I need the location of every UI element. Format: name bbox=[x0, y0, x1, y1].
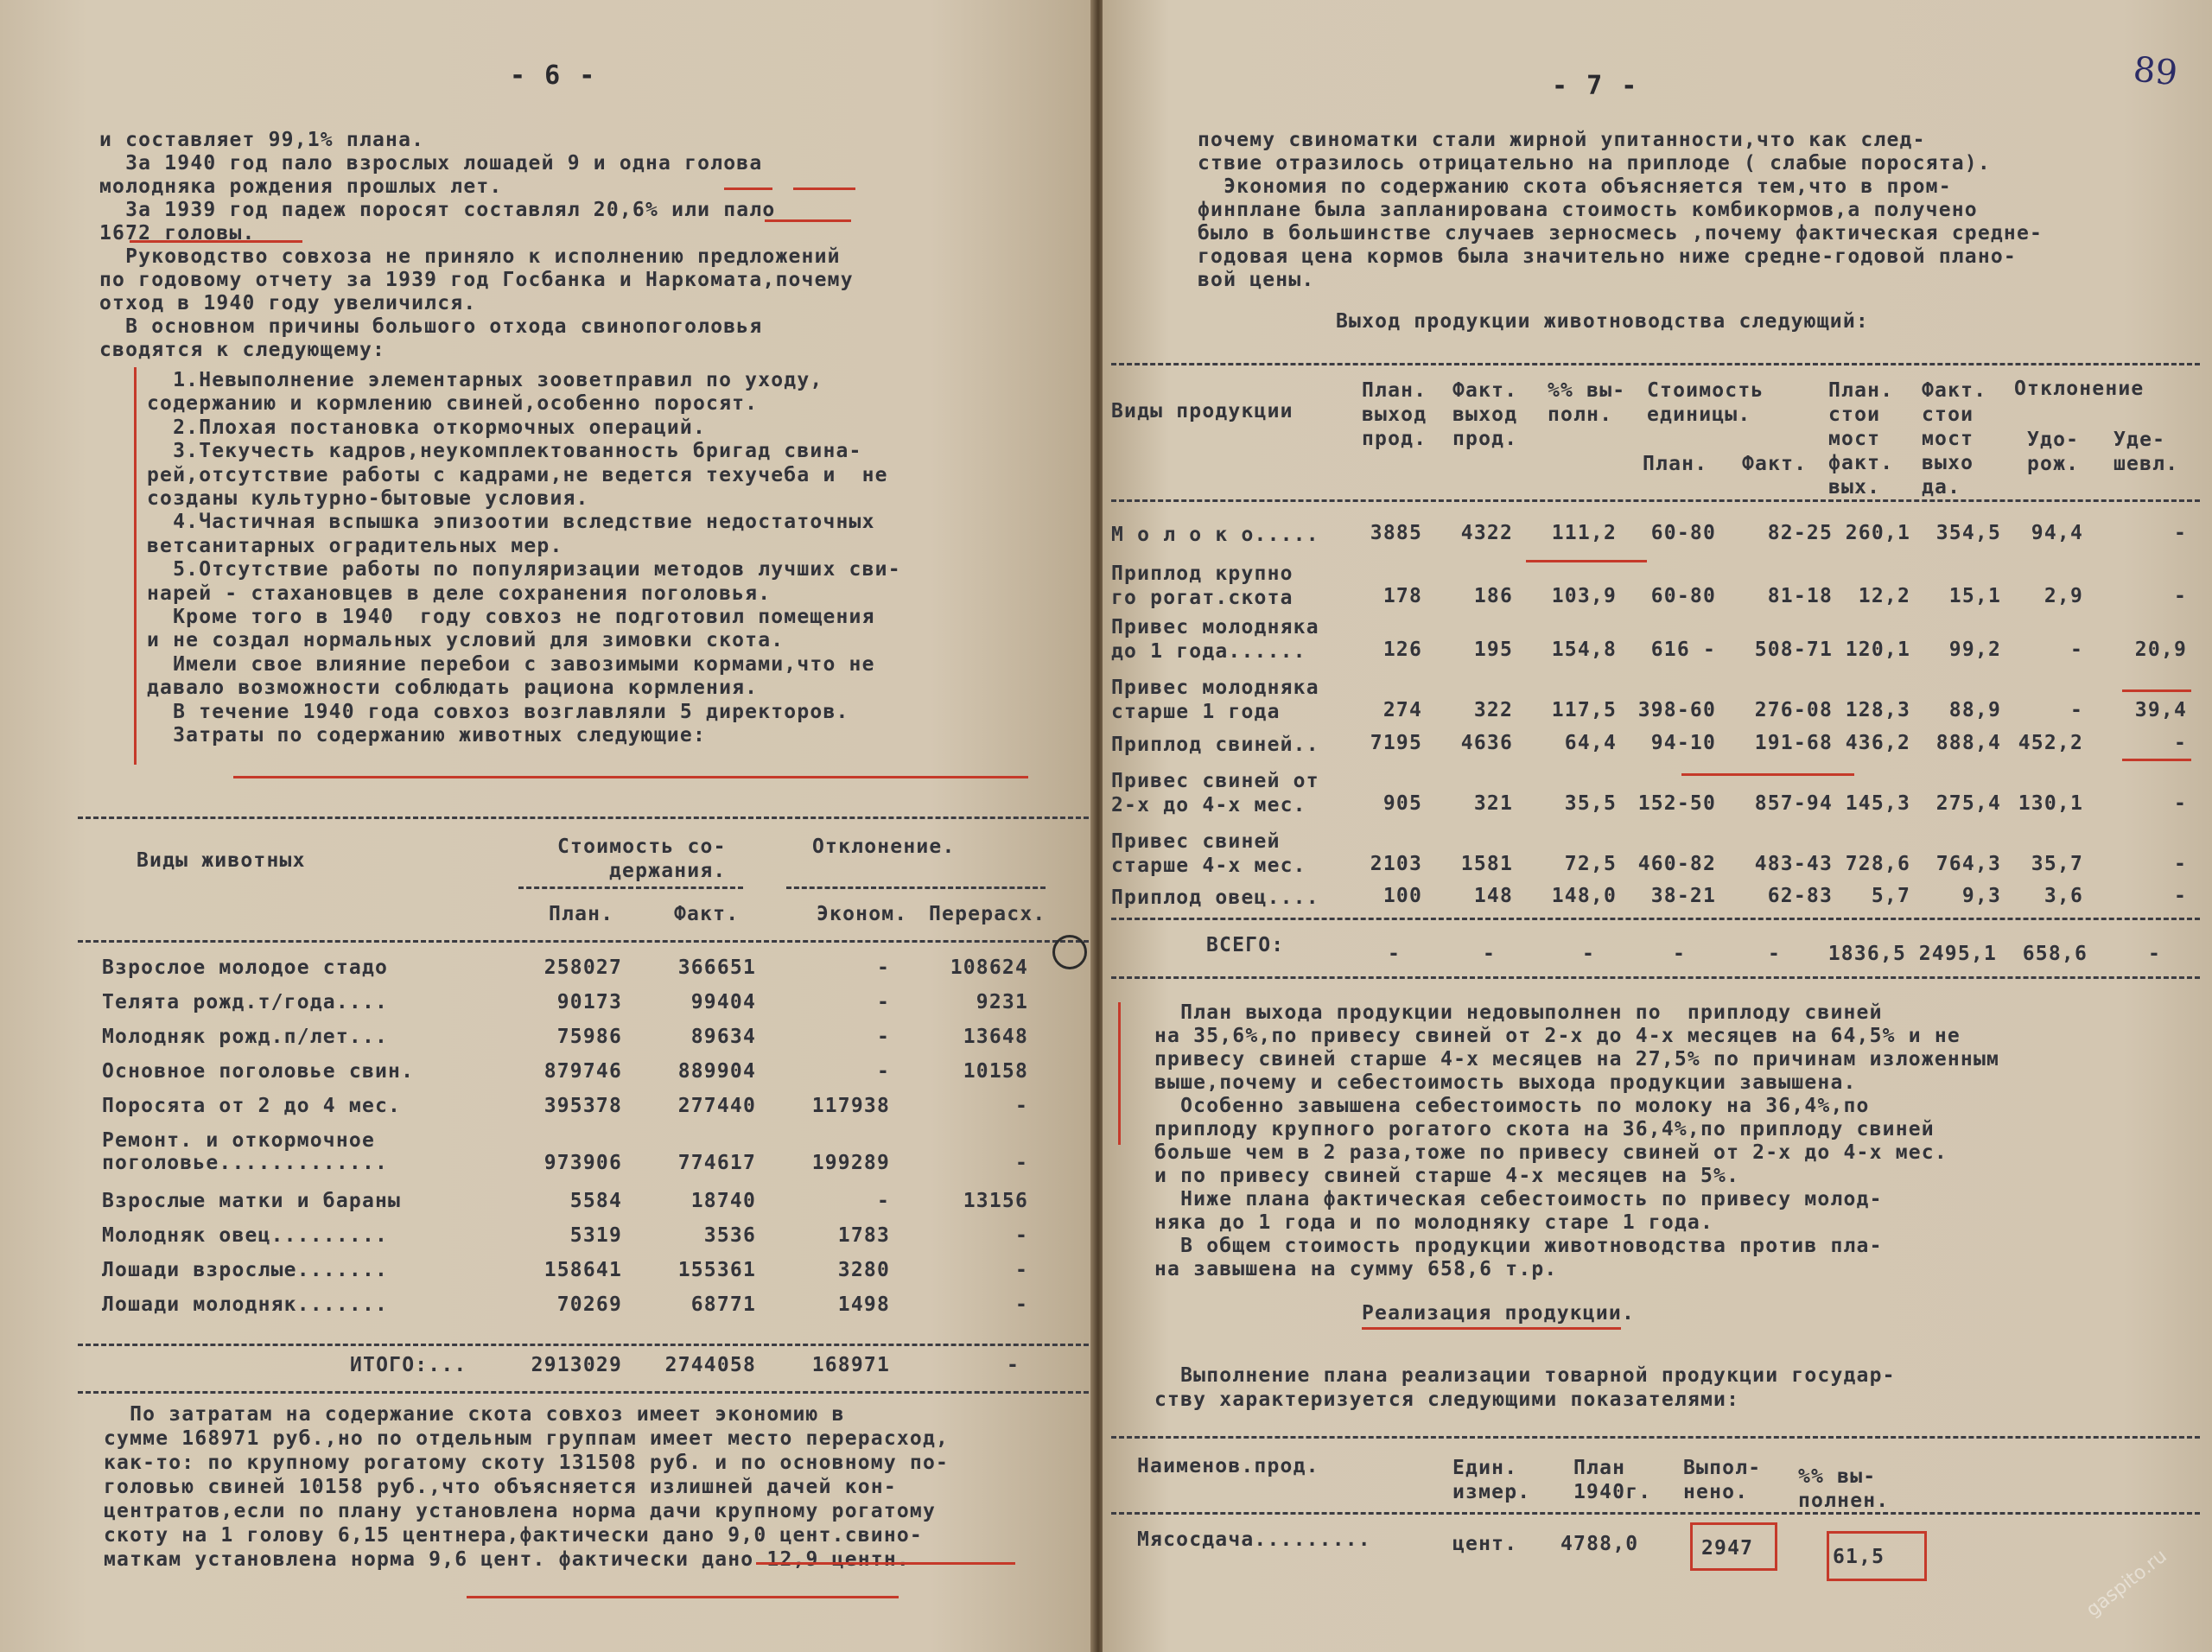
production-cell-cf: 483-43 bbox=[1754, 853, 1833, 875]
production-cell-fact: 4322 bbox=[1460, 522, 1513, 544]
production-cell-sp: 5,7 bbox=[1871, 885, 1910, 907]
cost-cell-over: 13156 bbox=[963, 1190, 1028, 1212]
table-rule bbox=[78, 1391, 1089, 1394]
production-cell-cp: 60-80 bbox=[1650, 585, 1716, 607]
col-header-name: Наименов.прод. bbox=[1137, 1455, 1319, 1477]
section-heading: Выход продукции животноводства следующий: bbox=[1336, 310, 1869, 333]
col-header-fact: Факт. выход прод. bbox=[1452, 379, 1518, 450]
cost-cell-over: - bbox=[1014, 1259, 1028, 1281]
cost-cell-name: Взрослое молодое стадо bbox=[102, 956, 389, 979]
production-cell-fact: 186 bbox=[1473, 585, 1513, 607]
text-line: За 1940 год пало взрослых лошадей 9 и одна голова bbox=[99, 152, 763, 175]
cost-cell-plan: 5319 bbox=[569, 1224, 622, 1247]
cost-cell-name: Ремонт. и откормочное bbox=[102, 1129, 375, 1152]
sales-row-plan: 4788,0 bbox=[1560, 1533, 1639, 1555]
cost-cell-fact: 774617 bbox=[677, 1152, 756, 1174]
text-line: на завышена на сумму 658,6 т.р. bbox=[1154, 1258, 1558, 1280]
production-cell-up: - bbox=[2069, 639, 2083, 661]
production-cell-fact: 4636 bbox=[1460, 732, 1513, 754]
production-cell-up: 452,2 bbox=[2018, 732, 2083, 754]
col-header-cost: Стоимость единицы. bbox=[1647, 379, 1764, 426]
total-label: ВСЕГО: bbox=[1206, 934, 1285, 956]
total-over: - bbox=[1006, 1354, 1020, 1376]
section-heading: Реализация продукции. bbox=[1362, 1302, 1635, 1325]
table-rule bbox=[78, 940, 1089, 943]
production-cell-name: Приплод свиней.. bbox=[1111, 734, 1319, 756]
red-underline bbox=[467, 1596, 899, 1598]
production-cell-pct: 64,4 bbox=[1564, 732, 1617, 754]
col-header-planned-cost: План. стои мост факт. вых. bbox=[1828, 379, 1894, 499]
production-cell-plan: 126 bbox=[1382, 639, 1422, 661]
red-margin-line bbox=[134, 367, 137, 765]
cost-cell-plan: 158641 bbox=[543, 1259, 622, 1281]
cost-cell-over: 9231 bbox=[976, 991, 1028, 1013]
cost-cell-plan: 70269 bbox=[556, 1293, 622, 1316]
text-line: 4.Частичная вспышка эпизоотии вследствие недостаточных bbox=[147, 511, 875, 534]
text-line: вой цены. bbox=[1198, 269, 1315, 291]
production-cell-cf: 62-83 bbox=[1767, 885, 1833, 907]
red-underline bbox=[2122, 689, 2191, 692]
red-underline bbox=[2122, 759, 2191, 761]
production-cell-sf: 275,4 bbox=[1936, 792, 2001, 815]
production-cell-fact: 322 bbox=[1473, 699, 1513, 721]
col-header-deviation: Отклонение. bbox=[812, 836, 956, 858]
production-cell-cf: 508-71 bbox=[1754, 639, 1833, 661]
red-underline bbox=[765, 219, 851, 222]
text-line: центратов,если по плану установлена норма дачи крупному рогатому bbox=[104, 1500, 937, 1522]
cost-cell-econ: 199289 bbox=[811, 1152, 890, 1174]
total-actual-cost: 2495,1 bbox=[1918, 943, 1997, 965]
cost-cell-plan: 258027 bbox=[543, 956, 622, 979]
col-header-plan: План. bbox=[549, 903, 614, 925]
col-header-cost-plan: План. bbox=[1643, 453, 1708, 475]
text-line: содержанию и кормлению свиней,особенно поросят. bbox=[147, 392, 759, 416]
text-line: Имели свое влияние перебои с завозимыми кормами,что не bbox=[147, 652, 875, 676]
text-line: больше чем в 2 раза,тоже по привесу свиней от 2-х до 4-х мес. bbox=[1154, 1141, 1948, 1164]
production-cell-down: - bbox=[2173, 585, 2187, 607]
text-line: молодняка рождения прошлых лет. bbox=[99, 175, 503, 198]
col-header-unit: Един. измер. bbox=[1452, 1457, 1531, 1503]
col-header-dearer: Удо- рож. bbox=[2027, 429, 2080, 475]
punch-hole bbox=[1052, 935, 1087, 969]
cost-cell-name: Лошади молодняк....... bbox=[102, 1293, 389, 1316]
red-margin-line bbox=[1118, 1002, 1121, 1145]
col-header-plan: План 1940г. bbox=[1573, 1457, 1652, 1503]
cost-cell-econ: - bbox=[876, 1026, 890, 1048]
text-line: Кроме того в 1940 году совхоз не подготовил помещения bbox=[147, 606, 875, 628]
production-cell-cp: 398-60 bbox=[1637, 699, 1716, 721]
text-line: сумме 168971 руб.,но по отдельным группам имеет место перерасход, bbox=[104, 1427, 950, 1450]
production-cell-cp: 152-50 bbox=[1637, 792, 1716, 815]
red-underline bbox=[1681, 773, 1854, 776]
table-rule bbox=[78, 816, 1089, 819]
text-line: финплане была запланирована стоимость комбикормов,а получено bbox=[1198, 199, 1978, 221]
text-line: 1.Невыполнение элементарных зооветправил по уходу, bbox=[147, 369, 823, 391]
total-dearer: 658,6 bbox=[2022, 943, 2088, 965]
text-line: на 35,6%,по привесу свиней от 2-х до 4-х месяцев на 64,5% и не bbox=[1154, 1025, 1961, 1047]
production-cell-name: Привес свиней старше 4-х мес. bbox=[1111, 830, 1306, 877]
production-cell-sp: 120,1 bbox=[1845, 639, 1910, 661]
production-cell-sp: 128,3 bbox=[1845, 699, 1910, 721]
production-cell-sf: 354,5 bbox=[1936, 522, 2001, 544]
text-line: 5.Отсутствие работы по популяризации методов лучших сви- bbox=[147, 558, 901, 581]
red-underline bbox=[233, 776, 1028, 778]
production-cell-plan: 7195 bbox=[1370, 732, 1422, 754]
cost-cell-fact: 89634 bbox=[690, 1026, 756, 1048]
text-line: и не создал нормальных условий для зимовки скота. bbox=[147, 629, 785, 652]
cost-cell-plan: 90173 bbox=[556, 991, 622, 1013]
cost-cell-econ: - bbox=[876, 1190, 890, 1212]
text-line: Ниже плана фактическая себестоимость по привесу молод- bbox=[1154, 1188, 1883, 1210]
text-line: Выполнение плана реализации товарной продукции государ- bbox=[1154, 1364, 1896, 1387]
production-cell-down: - bbox=[2173, 885, 2187, 907]
production-cell-name: Приплод крупно го рогат.скота bbox=[1111, 562, 1294, 609]
sales-row-done: 2947 bbox=[1701, 1537, 1754, 1560]
sales-row-name: Мясосдача......... bbox=[1137, 1528, 1371, 1551]
total-pct: - bbox=[1582, 943, 1596, 965]
table-rule bbox=[1111, 976, 2200, 979]
col-header-cost: Стоимость со- bbox=[557, 836, 727, 858]
sales-row-unit: цент. bbox=[1452, 1533, 1518, 1555]
archive-folio-number: 89 bbox=[2131, 49, 2180, 94]
col-header-econ: Эконом. bbox=[817, 903, 908, 925]
cost-cell-econ: 3280 bbox=[837, 1259, 890, 1281]
col-header-cheaper: Уде- шевл. bbox=[2113, 429, 2179, 475]
col-header-cost-fact: Факт. bbox=[1742, 453, 1808, 475]
text-line: няка до 1 года и по молодняку старе 1 года. bbox=[1154, 1211, 1714, 1234]
right-page bbox=[1103, 0, 2212, 1652]
total-cost-plan: - bbox=[1673, 943, 1687, 965]
cost-cell-fact: 277440 bbox=[677, 1095, 756, 1117]
production-cell-up: 3,6 bbox=[2044, 885, 2083, 907]
cost-cell-name: Лошади взрослые....... bbox=[102, 1259, 389, 1281]
cost-cell-name: Молодняк овец......... bbox=[102, 1224, 389, 1247]
production-cell-down: - bbox=[2173, 522, 2187, 544]
col-header-fact: Факт. bbox=[674, 903, 740, 925]
production-cell-plan: 178 bbox=[1382, 585, 1422, 607]
page-number: - 7 - bbox=[1552, 71, 1639, 101]
production-cell-sf: 99,2 bbox=[1948, 639, 2001, 661]
production-cell-sf: 15,1 bbox=[1948, 585, 2001, 607]
production-cell-up: 35,7 bbox=[2031, 853, 2083, 875]
production-cell-sf: 88,9 bbox=[1948, 699, 2001, 721]
total-label: ИТОГО:... bbox=[350, 1354, 467, 1376]
production-cell-up: 130,1 bbox=[2018, 792, 2083, 815]
production-cell-pct: 35,5 bbox=[1564, 792, 1617, 815]
text-line: 2.Плохая постановка откормочных операций. bbox=[147, 416, 707, 439]
col-header-overrun: Перерасх. bbox=[929, 903, 1046, 925]
page-number: - 6 - bbox=[510, 60, 597, 91]
total-fact: 2744058 bbox=[664, 1354, 756, 1376]
red-underline bbox=[1526, 560, 1647, 562]
production-cell-cf: 857-94 bbox=[1754, 792, 1833, 815]
production-cell-up: - bbox=[2069, 699, 2083, 721]
cost-cell-over: 108624 bbox=[950, 956, 1028, 979]
production-cell-fact: 148 bbox=[1473, 885, 1513, 907]
text-line: ству характеризуется следующими показателями: bbox=[1154, 1388, 1740, 1411]
cost-cell-name2: поголовье............. bbox=[102, 1152, 389, 1174]
production-cell-up: 94,4 bbox=[2031, 522, 2083, 544]
cost-cell-fact: 18740 bbox=[690, 1190, 756, 1212]
table-rule bbox=[786, 886, 1046, 889]
text-line: Экономия по содержанию скота объясняется тем,что в пром- bbox=[1198, 175, 1952, 198]
production-cell-name: М о л о к о..... bbox=[1111, 524, 1319, 546]
production-cell-down: - bbox=[2173, 732, 2187, 754]
total-planned-cost: 1836,5 bbox=[1827, 943, 1906, 965]
text-line: маткам установлена норма 9,6 цент. фактически дано 12,9 центн. bbox=[104, 1548, 910, 1571]
text-line: Руководство совхоза не приняло к исполнению предложений bbox=[99, 245, 841, 268]
production-cell-up: 2,9 bbox=[2044, 585, 2083, 607]
text-line: сводятся к следующему: bbox=[99, 339, 386, 361]
production-cell-cf: 82-25 bbox=[1767, 522, 1833, 544]
col-header-plan: План. выход прод. bbox=[1362, 379, 1427, 450]
left-page bbox=[0, 0, 1094, 1652]
cost-cell-name: Телята рожд.т/года.... bbox=[102, 991, 389, 1013]
production-cell-pct: 154,8 bbox=[1551, 639, 1617, 661]
cost-cell-plan: 395378 bbox=[543, 1095, 622, 1117]
text-line: выше,почему и себестоимость выхода продукции завышена. bbox=[1154, 1071, 1857, 1094]
cost-cell-fact: 366651 bbox=[677, 956, 756, 979]
text-line: по годовому отчету за 1939 год Госбанка и Наркомата,почему bbox=[99, 269, 854, 291]
production-cell-pct: 111,2 bbox=[1551, 522, 1617, 544]
cost-cell-fact: 99404 bbox=[690, 991, 756, 1013]
production-cell-down: - bbox=[2173, 792, 2187, 815]
cost-cell-over: 10158 bbox=[963, 1060, 1028, 1083]
text-line: 3.Текучесть кадров,неукомплектованность бригад свина- bbox=[147, 440, 862, 463]
total-fact: - bbox=[1483, 943, 1497, 965]
cost-cell-over: - bbox=[1014, 1224, 1028, 1247]
text-line: приплоду крупного рогатого скота на 36,4%,по приплоду свиней bbox=[1154, 1118, 1935, 1141]
text-line: Затраты по содержанию животных следующие: bbox=[147, 724, 707, 747]
production-cell-sp: 12,2 bbox=[1858, 585, 1910, 607]
production-cell-sf: 764,3 bbox=[1936, 853, 2001, 875]
cost-cell-over: - bbox=[1014, 1293, 1028, 1316]
production-cell-cp: 94-10 bbox=[1650, 732, 1716, 754]
total-plan: 2913029 bbox=[531, 1354, 622, 1376]
table-rule bbox=[1111, 918, 2200, 920]
text-line: привесу свиней старше 4-х месяцев на 27,5% по причинам изложенным bbox=[1154, 1048, 2000, 1071]
cost-cell-plan: 973906 bbox=[543, 1152, 622, 1174]
production-cell-down: 20,9 bbox=[2134, 639, 2187, 661]
cost-cell-over: - bbox=[1014, 1152, 1028, 1174]
red-underline bbox=[756, 1562, 1015, 1565]
col-header-pct: %% вы- полнен. bbox=[1798, 1465, 1890, 1512]
production-cell-name: Привес молодняка до 1 года...... bbox=[1111, 616, 1319, 663]
cost-cell-plan: 5584 bbox=[569, 1190, 622, 1212]
text-line: было в большинстве случаев зерносмесь ,почему фактическая средне- bbox=[1198, 222, 2044, 245]
watermark: gaspito.ru bbox=[2082, 1545, 2171, 1622]
col-header-kind: Виды продукции bbox=[1111, 400, 1294, 423]
text-line: В течение 1940 года совхоз возглавляли 5 директоров. bbox=[147, 700, 849, 723]
table-rule bbox=[1111, 499, 2200, 502]
cost-cell-econ: 1498 bbox=[837, 1293, 890, 1316]
text-line: созданы культурно-бытовые условия. bbox=[147, 487, 589, 510]
production-cell-sp: 260,1 bbox=[1845, 522, 1910, 544]
col-header-done: Выпол- нено. bbox=[1683, 1457, 1762, 1503]
red-underline bbox=[130, 240, 302, 243]
production-cell-plan: 100 bbox=[1382, 885, 1422, 907]
red-underline bbox=[793, 187, 855, 190]
text-line: головью свиней 10158 руб.,что объясняется излишней дачей кон- bbox=[104, 1476, 897, 1498]
production-cell-cp: 60-80 bbox=[1650, 522, 1716, 544]
text-line: и составляет 99,1% плана. bbox=[99, 129, 425, 151]
total-cheaper: - bbox=[2148, 943, 2162, 965]
production-cell-fact: 195 bbox=[1473, 639, 1513, 661]
red-highlight-box bbox=[1827, 1531, 1927, 1581]
table-rule bbox=[1111, 363, 2200, 365]
text-line: В общем стоимость продукции животноводства против пла- bbox=[1154, 1235, 1883, 1257]
text-line: Особенно завышена себестоимость по молоку на 36,4%,по bbox=[1154, 1095, 1870, 1117]
text-line: ствие отразилось отрицательно на приплоде ( слабые поросята). bbox=[1198, 152, 1991, 175]
cost-cell-over: - bbox=[1014, 1095, 1028, 1117]
text-line: как-то: по крупному рогатому скоту 131508 руб. и по основному по- bbox=[104, 1452, 950, 1474]
text-line: давало возможности соблюдать рациона кормления. bbox=[147, 677, 759, 700]
production-cell-cp: 616 - bbox=[1650, 639, 1716, 661]
production-cell-sf: 9,3 bbox=[1961, 885, 2001, 907]
col-header-kind: Виды животных bbox=[137, 849, 306, 872]
cost-cell-econ: 1783 bbox=[837, 1224, 890, 1247]
table-rule bbox=[1111, 1436, 2200, 1439]
production-cell-pct: 72,5 bbox=[1564, 853, 1617, 875]
cost-cell-plan: 879746 bbox=[543, 1060, 622, 1083]
cost-cell-name: Основное поголовье свин. bbox=[102, 1060, 415, 1083]
table-rule bbox=[1111, 1512, 2200, 1515]
cost-cell-plan: 75986 bbox=[556, 1026, 622, 1048]
text-line: рей,отсутствие работы с кадрами,не ведется техучеба и не bbox=[147, 463, 888, 486]
red-underline bbox=[724, 187, 772, 190]
text-line: По затратам на содержание скота совхоз имеет экономию в bbox=[104, 1403, 845, 1426]
cost-cell-fact: 3536 bbox=[703, 1224, 756, 1247]
production-cell-cf: 191-68 bbox=[1754, 732, 1833, 754]
col-header-actual-cost: Факт. стои мост выхо да. bbox=[1922, 379, 1987, 499]
production-cell-sp: 145,3 bbox=[1845, 792, 1910, 815]
text-line: План выхода продукции недовыполнен по приплоду свиней bbox=[1154, 1001, 1883, 1024]
production-cell-sp: 728,6 bbox=[1845, 853, 1910, 875]
production-cell-down: - bbox=[2173, 853, 2187, 875]
text-line: скоту на 1 голову 6,15 центнера,фактически дано 9,0 цент.свино- bbox=[104, 1524, 923, 1547]
text-line: почему свиноматки стали жирной упитанности,что как след- bbox=[1198, 129, 1926, 151]
cost-cell-econ: - bbox=[876, 1060, 890, 1083]
production-cell-sp: 436,2 bbox=[1845, 732, 1910, 754]
cost-cell-name: Поросята от 2 до 4 мес. bbox=[102, 1095, 402, 1117]
cost-cell-econ: - bbox=[876, 991, 890, 1013]
table-rule bbox=[518, 886, 743, 889]
text-line: и по привесу свиней старше 4-х месяцев на 5%. bbox=[1154, 1165, 1740, 1187]
total-cost-fact: - bbox=[1768, 943, 1782, 965]
col-header-pct: %% вы- полн. bbox=[1548, 379, 1626, 426]
production-cell-fact: 1581 bbox=[1460, 853, 1513, 875]
production-cell-fact: 321 bbox=[1473, 792, 1513, 815]
cost-cell-fact: 155361 bbox=[677, 1259, 756, 1281]
production-cell-pct: 103,9 bbox=[1551, 585, 1617, 607]
cost-cell-fact: 889904 bbox=[677, 1060, 756, 1083]
cost-cell-name: Молодняк рожд.п/лет... bbox=[102, 1026, 389, 1048]
text-line: отход в 1940 году увеличился. bbox=[99, 292, 477, 315]
text-line: годовая цена кормов была значительно ниже средне-годовой плано- bbox=[1198, 245, 2017, 268]
production-cell-plan: 2103 bbox=[1370, 853, 1422, 875]
cost-cell-over: 13648 bbox=[963, 1026, 1028, 1048]
production-cell-cf: 276-08 bbox=[1754, 699, 1833, 721]
production-cell-down: 39,4 bbox=[2134, 699, 2187, 721]
production-cell-sf: 888,4 bbox=[1936, 732, 2001, 754]
text-line: В основном причины большого отхода свинопоголовья bbox=[99, 315, 763, 338]
cost-cell-name: Взрослые матки и бараны bbox=[102, 1190, 402, 1212]
total-plan: - bbox=[1388, 943, 1402, 965]
total-econ: 168971 bbox=[811, 1354, 890, 1376]
table-rule bbox=[78, 1344, 1089, 1346]
red-highlight-box bbox=[1690, 1522, 1777, 1571]
text-line: 1672 головы. bbox=[99, 222, 256, 245]
text-line: ветсанитарных оградительных мер. bbox=[147, 534, 563, 557]
production-cell-plan: 274 bbox=[1382, 699, 1422, 721]
text-line: За 1939 год падеж поросят составлял 20,6% или пало bbox=[99, 199, 776, 221]
production-cell-cp: 38-21 bbox=[1650, 885, 1716, 907]
production-cell-pct: 148,0 bbox=[1551, 885, 1617, 907]
production-cell-plan: 3885 bbox=[1370, 522, 1422, 544]
production-cell-name: Привес свиней от 2-х до 4-х мес. bbox=[1111, 770, 1319, 816]
col-header-cost2: держания. bbox=[609, 860, 727, 882]
production-cell-name: Приплод овец.... bbox=[1111, 886, 1319, 909]
production-cell-name: Привес молодняка старше 1 года bbox=[1111, 677, 1319, 723]
production-cell-plan: 905 bbox=[1382, 792, 1422, 815]
sales-row-pct: 61,5 bbox=[1833, 1546, 1885, 1568]
production-cell-pct: 117,5 bbox=[1551, 699, 1617, 721]
red-underline bbox=[1362, 1327, 1621, 1330]
production-cell-cf: 81-18 bbox=[1767, 585, 1833, 607]
cost-cell-fact: 68771 bbox=[690, 1293, 756, 1316]
cost-cell-econ: - bbox=[876, 956, 890, 979]
cost-cell-econ: 117938 bbox=[811, 1095, 890, 1117]
col-header-deviation: Отклонение bbox=[2014, 378, 2145, 400]
production-cell-cp: 460-82 bbox=[1637, 853, 1716, 875]
text-line: нарей - стахановцев в деле сохранения поголовья. bbox=[147, 581, 772, 605]
